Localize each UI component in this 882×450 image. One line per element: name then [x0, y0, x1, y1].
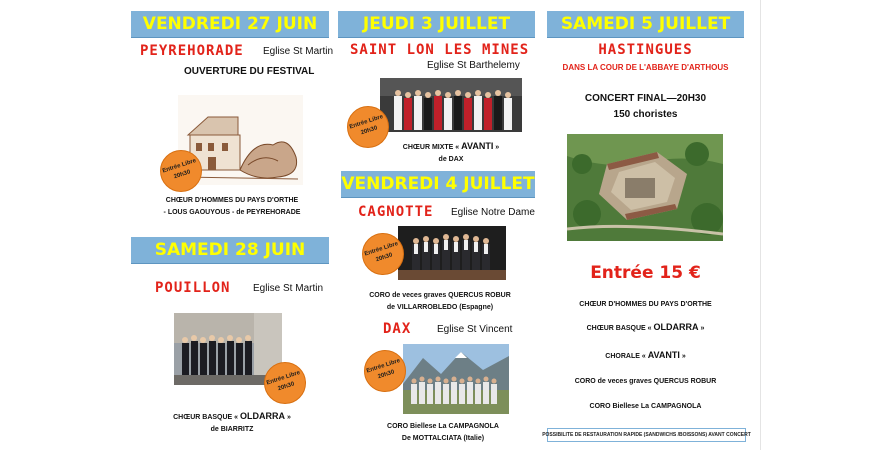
town-cagnotte: CAGNOTTE [358, 204, 434, 220]
choir-photo-campagnola [403, 344, 509, 414]
lineup-item-5: CORO Biellese La CAMPAGNOLA [589, 403, 702, 410]
date-banner-5-juillet [547, 11, 744, 38]
choir-line-2: de DAX [438, 156, 464, 163]
choir-line-1: CORO Biellese La CAMPAGNOLA [387, 423, 499, 430]
choir-line-2: de VILLARROBLEDO (Espagne) [386, 304, 494, 311]
free-entry-badge [362, 233, 404, 275]
date-text: JEUDI 3 JUILLET [362, 14, 511, 34]
badge-text: Entrée Libre 20h30 [161, 157, 198, 181]
lineup-item-4: CORO de veces graves QUERCUS ROBUR [574, 378, 717, 385]
town-peyrehorade: PEYREHORADE [140, 43, 244, 59]
aerial-photo [567, 134, 723, 241]
free-entry-badge [160, 150, 202, 192]
choir-name: AVANTI [647, 350, 680, 360]
date-banner-28-juin [131, 237, 329, 264]
date-banner-27-juin [131, 11, 329, 38]
choir-caption [143, 410, 321, 436]
caption-suffix: » [286, 414, 291, 421]
choir-caption [380, 140, 522, 166]
town-saint-lon: SAINT LON LES MINES [350, 42, 530, 58]
date-banner-4-juillet [341, 171, 535, 198]
choir-photo [380, 78, 522, 132]
choir-name: AVANTI [461, 141, 494, 151]
date-text: VENDREDI 4 JUILLET [341, 174, 535, 194]
choir-photo-avanti [380, 78, 522, 132]
choir-line-2: De MOTTALCIATA (Italie) [401, 435, 485, 442]
food-note: POSSIBILITE DE RESTAURATION RAPIDE (SANDWICHS /BOISSONS) AVANT CONCERT [547, 428, 746, 442]
choir-name: OLDARRA [653, 322, 699, 332]
caption-suffix: » [681, 353, 686, 360]
caption-prefix: CHŒUR BASQUE « [173, 414, 239, 421]
lineup-item-1: CHŒUR D'HOMMES DU PAYS D'ORTHE [579, 301, 712, 308]
choir-line-1 [143, 410, 321, 424]
lineup-item-3 [547, 349, 744, 363]
free-entry-badge [264, 362, 306, 404]
singers-count: 150 choristes [613, 109, 678, 120]
venue-label: Eglise Notre Dame [451, 207, 535, 218]
choir-line-1: CORO de veces graves QUERCUS ROBUR [369, 292, 511, 299]
choir-line-1 [380, 140, 522, 154]
badge-text: Entrée Libre 20h30 [265, 369, 302, 393]
choir-photo [403, 344, 509, 414]
date-banner-3-juillet [338, 11, 535, 38]
lineup-item-2 [547, 321, 744, 335]
badge-text: Entrée Libre 20h30 [348, 113, 385, 137]
town-pouillon: POUILLON [155, 280, 231, 296]
town-hastingues: HASTINGUES [598, 42, 693, 58]
caption-suffix: » [700, 325, 705, 332]
venue-label: Eglise St Vincent [437, 324, 513, 335]
venue-label: Eglise St Barthelemy [427, 60, 520, 71]
page-edge-line [760, 0, 761, 450]
venue-label: Eglise St Martin [263, 46, 334, 57]
choir-photo-quercus [398, 226, 506, 280]
caption-prefix: CHŒUR MIXTE « [402, 144, 460, 151]
date-text: SAMEDI 5 JUILLET [560, 14, 731, 34]
free-entry-badge [364, 350, 406, 392]
badge-text: Entrée Libre 20h30 [363, 240, 400, 264]
badge-text: Entrée Libre 20h30 [365, 357, 402, 381]
date-text: SAMEDI 28 JUIN [154, 240, 306, 260]
town-dax: DAX [383, 321, 412, 337]
venue-label: Eglise St Martin [253, 283, 324, 294]
choir-photo [398, 226, 506, 280]
choir-line-2: de BIARRITZ [210, 426, 254, 433]
festival-opening-label: OUVERTURE DU FESTIVAL [184, 66, 315, 77]
final-concert-label: CONCERT FINAL—20H30 [584, 93, 707, 104]
date-text: VENDREDI 27 JUIN [142, 14, 318, 34]
caption-suffix: » [495, 144, 500, 151]
caption-prefix: CHŒUR BASQUE « [586, 325, 652, 332]
choir-caption [143, 195, 321, 219]
choir-caption [358, 421, 528, 445]
price-label: Entrée 15 € [590, 263, 701, 283]
choir-line-1: CHŒUR D'HOMMES DU PAYS D'ORTHE [165, 197, 299, 204]
choir-line-2: - LOUS GAOUYOUS - de PEYREHORADE [163, 209, 301, 216]
venue-abbey: DANS LA COUR DE L'ABBAYE D'ARTHOUS [562, 63, 729, 72]
choir-name: OLDARRA [240, 411, 286, 421]
abbey-aerial-photo [567, 134, 723, 241]
choir-caption [345, 290, 535, 314]
caption-prefix: CHORALE « [605, 353, 646, 360]
